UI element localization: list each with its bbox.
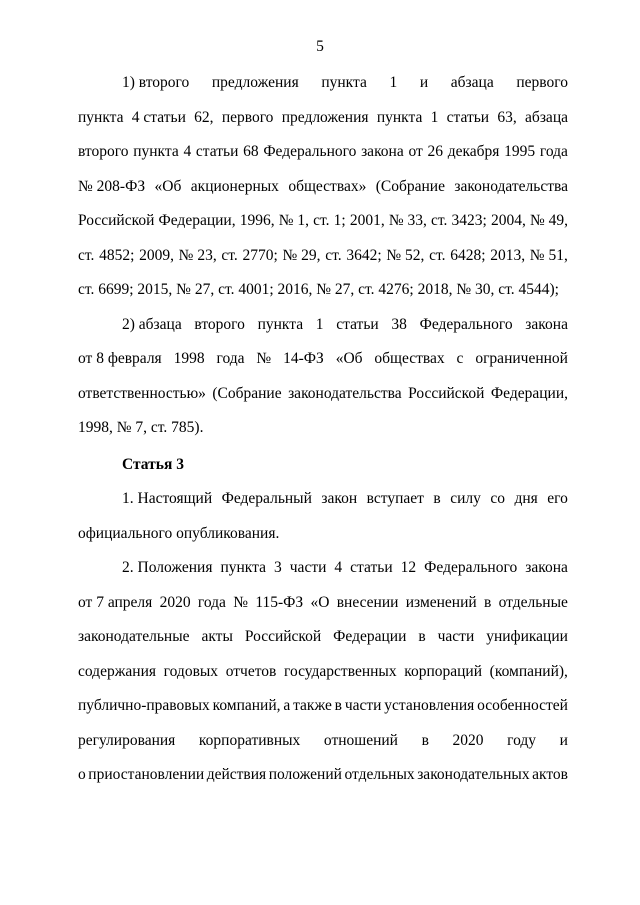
word: 2013,: [490, 246, 526, 264]
word: 2020: [159, 593, 191, 611]
text-line: [78, 101, 568, 136]
word: закона: [525, 559, 568, 576]
word: особенностей: [477, 697, 568, 714]
word: 2001,: [349, 212, 385, 229]
page-number: 5: [316, 38, 324, 55]
word: первого: [221, 108, 274, 126]
word: абзаца: [525, 108, 568, 126]
text-line: [78, 586, 568, 621]
word: Федерального: [424, 559, 518, 576]
word: корпораций: [404, 662, 483, 680]
word: установления: [384, 697, 475, 714]
word: пункта: [220, 559, 266, 576]
word: также: [293, 697, 332, 714]
word: закона: [525, 315, 568, 333]
word: 1: [315, 315, 324, 333]
word: 3: [274, 559, 282, 576]
word: пункта: [321, 74, 367, 91]
word: статьи: [195, 143, 239, 160]
word: 62,: [194, 108, 214, 126]
word: № 29,: [282, 246, 321, 264]
word: ст.: [313, 212, 330, 229]
word: а: [283, 697, 291, 714]
word: году: [507, 731, 537, 749]
word: от: [408, 143, 423, 160]
text-line: [78, 758, 568, 793]
word: 2020: [452, 731, 484, 749]
word: Федерального: [263, 143, 357, 160]
text-line: [78, 517, 568, 552]
text-line: [78, 411, 568, 446]
word: второго: [78, 143, 129, 160]
text-line: [78, 308, 568, 343]
word: 2009,: [139, 246, 174, 264]
word: отношений: [323, 731, 398, 749]
word: № 1,: [278, 212, 310, 229]
word: Российской: [244, 628, 322, 645]
word: законодательства: [288, 384, 402, 402]
word: пункта: [376, 108, 423, 126]
word: № 49,: [529, 212, 568, 229]
word: ст.: [429, 246, 446, 264]
word: №: [256, 350, 272, 367]
word: годовых: [163, 662, 219, 680]
word: 3423;: [451, 212, 487, 229]
word: вступает: [366, 490, 424, 507]
word: приостановлении: [88, 766, 205, 783]
word: статьи: [350, 559, 393, 576]
word: отдельные: [498, 593, 568, 611]
word: о: [78, 766, 86, 783]
word: Федерации: [333, 628, 407, 645]
word: Федерации,: [158, 212, 236, 229]
word: № 208-ФЗ: [78, 177, 146, 195]
word: № 33,: [388, 212, 427, 229]
word: 1995: [504, 143, 536, 160]
text-line: [78, 482, 568, 517]
word: 1996,: [239, 212, 275, 229]
paragraph-list: [78, 66, 568, 446]
text-line: [78, 204, 568, 239]
word: 1;: [333, 212, 346, 229]
word: регулирования: [78, 731, 176, 749]
word: в: [484, 593, 492, 611]
word: 2004,: [490, 212, 526, 229]
word: ст. 6699; 2015, № 27, ст. 4001; 2016, № 27, ст. 4276; 2018, № 30, ст. 4544);: [78, 281, 559, 298]
word: 2) абзаца: [122, 315, 182, 333]
word: 68: [243, 143, 259, 160]
text-line: [78, 273, 568, 308]
word: Российской: [78, 212, 155, 229]
word: ст.: [78, 246, 95, 264]
word: пункта: [257, 315, 304, 333]
text-line: [78, 239, 568, 274]
word: № 52,: [386, 246, 425, 264]
word: 3642;: [346, 246, 382, 264]
word: положений: [268, 766, 342, 783]
word: и: [419, 74, 429, 91]
word: части: [289, 559, 327, 576]
word: 2. Положения: [122, 559, 213, 576]
word: в: [421, 731, 429, 749]
word: «Об: [154, 177, 182, 195]
word: корпоративных: [198, 731, 301, 749]
word: второго: [194, 315, 245, 333]
word: ответственностью»: [78, 384, 206, 402]
word: (Собрание: [212, 384, 282, 402]
word: изменений: [405, 593, 477, 611]
text-line: [78, 377, 568, 412]
text-line: [78, 170, 568, 205]
word: 2770;: [242, 246, 278, 264]
word: 1. Настоящий: [122, 490, 213, 507]
paragraph-art3-p1: [78, 482, 568, 551]
word: пункта: [133, 143, 179, 160]
word: Федеральный: [221, 490, 312, 507]
word: части: [344, 697, 382, 714]
word: законодательства: [454, 177, 568, 195]
word: первого: [516, 74, 568, 91]
word: отдельных: [344, 766, 415, 783]
word: №: [233, 593, 249, 611]
word: с: [456, 350, 464, 367]
document-body: [78, 66, 568, 793]
word: обществах: [374, 350, 445, 367]
word: предложения: [281, 108, 369, 126]
text-line: [78, 551, 568, 586]
word: 4: [183, 143, 192, 160]
word: и: [559, 731, 568, 749]
word: акты: [201, 628, 233, 645]
word: (компаний),: [489, 662, 568, 680]
word: в: [334, 697, 342, 714]
paragraph-item-2: [78, 308, 568, 446]
word: декабря: [447, 143, 500, 160]
word: дня: [514, 490, 538, 507]
word: 63,: [497, 108, 517, 126]
word: законодательных: [417, 766, 530, 783]
text-line: [78, 135, 568, 170]
word: пункта: [78, 108, 124, 126]
word: (Собрание: [375, 177, 445, 195]
word: Российской: [408, 384, 485, 402]
word: закона: [361, 143, 404, 160]
word: абзаца: [450, 74, 494, 91]
paragraph-item-1: [78, 66, 568, 308]
word: года: [197, 593, 226, 611]
word: «Об: [335, 350, 363, 367]
word: компаний,: [212, 697, 281, 714]
word: публично-правовых: [78, 697, 210, 714]
article-heading: Статья 3: [122, 455, 184, 473]
text-line: [78, 342, 568, 377]
word: содержания: [78, 662, 157, 680]
word: унификации: [486, 628, 568, 645]
word: официального опубликования.: [78, 524, 280, 542]
text-line: [78, 620, 568, 655]
text-line: [78, 689, 568, 724]
word: 38: [391, 315, 407, 333]
word: 1998, № 7, ст. 785).: [78, 419, 204, 436]
word: государственных: [283, 662, 397, 680]
word: части: [437, 628, 475, 645]
word: действия: [206, 766, 267, 783]
word: № 51,: [529, 246, 568, 264]
word: обществах»: [288, 177, 367, 195]
word: ограниченной: [475, 350, 568, 367]
word: внесении: [336, 593, 399, 611]
word: отчетов: [225, 662, 277, 680]
word: предложения: [211, 74, 299, 91]
word: от 7 апреля: [78, 593, 153, 611]
word: 4852;: [99, 246, 135, 264]
word: силу: [450, 490, 481, 507]
word: 26: [427, 143, 443, 160]
text-line: [78, 724, 568, 759]
word: Федерации,: [490, 384, 568, 402]
word: 1998: [173, 350, 205, 367]
word: ст.: [221, 246, 238, 264]
word: 14-ФЗ: [283, 350, 324, 367]
word: 115-ФЗ: [255, 593, 304, 611]
text-line: [78, 66, 568, 101]
word: Федерального: [419, 315, 513, 333]
word: в: [418, 628, 426, 645]
word: 1: [389, 74, 398, 91]
word: ст.: [325, 246, 342, 264]
word: 4 статьи: [131, 108, 186, 126]
word: года: [539, 143, 568, 160]
word: года: [216, 350, 245, 367]
word: 1: [430, 108, 439, 126]
word: «О: [310, 593, 330, 611]
word: 1) второго: [122, 74, 190, 91]
article-paragraph-list: [78, 482, 568, 793]
word: актов: [532, 766, 568, 783]
word: со: [490, 490, 506, 507]
paragraph-art3-p2: [78, 551, 568, 793]
word: от 8 февраля: [78, 350, 162, 367]
word: в: [433, 490, 441, 507]
word: статьи: [446, 108, 490, 126]
word: 6428;: [450, 246, 486, 264]
word: его: [547, 490, 568, 507]
word: акционерных: [190, 177, 279, 195]
word: закон: [321, 490, 358, 507]
text-line: [78, 655, 568, 690]
word: № 23,: [178, 246, 217, 264]
word: законодательные: [78, 628, 190, 645]
word: 4: [334, 559, 343, 576]
word: 12: [400, 559, 417, 576]
word: статьи: [336, 315, 379, 333]
word: ст.: [431, 212, 448, 229]
